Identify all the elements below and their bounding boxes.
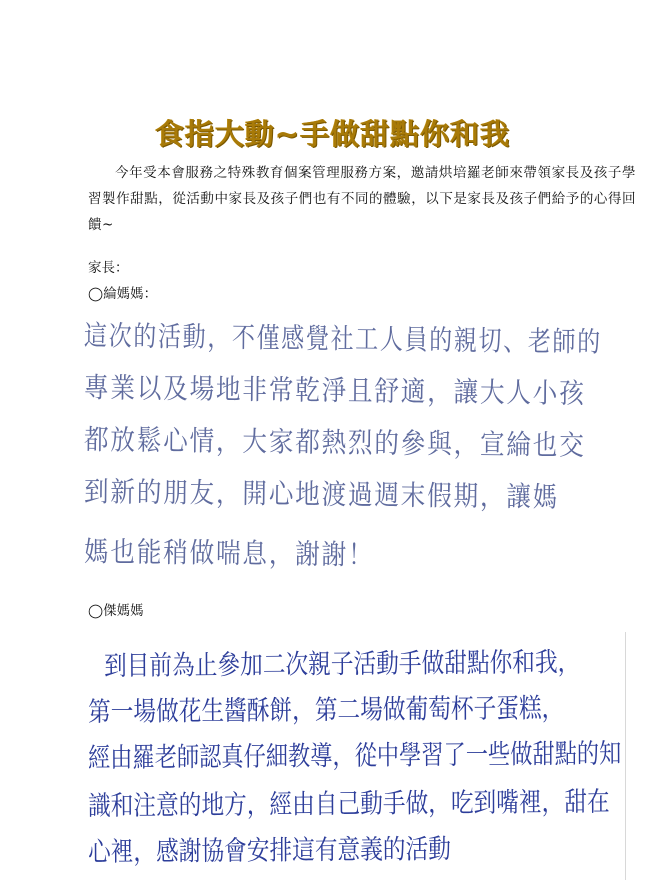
handwritten-line: 經由羅老師認真仔細教導，從中學習了一些做甜點的知 xyxy=(87,738,622,774)
handwritten-line: 專業以及場地非常乾淨且舒適，讓大人小孩 xyxy=(83,371,586,410)
handwritten-line: 都放鬆心情，大家都熱烈的參與，宣綸也交 xyxy=(83,423,586,462)
intro-paragraph: 今年受本會服務之特殊教育個案管理服務方案，邀請烘培羅老師來帶領家長及孩子學習製作甜點，從活動中家長及孩子們也有不同的體驗，以下是家長及孩子們給予的心得回饋~ xyxy=(88,165,636,233)
handwritten-line: 識和注意的地方，經由自己動手做，吃到嘴裡，甜在 xyxy=(87,786,610,822)
handwritten-line: 到新的朋友，開心地渡過週末假期，讓媽 xyxy=(83,475,560,514)
handwritten-line: 這次的活動，不僅感覺社工人員的親切、老師的 xyxy=(83,319,602,359)
parents-heading: 家長： xyxy=(88,260,129,276)
handwritten-line: 到目前為止參加二次親子活動手做甜點你和我， xyxy=(103,647,581,682)
handwritten-feedback-jie-mother xyxy=(88,632,626,880)
handwritten-feedback-lun-mother xyxy=(84,310,606,572)
handwritten-line: 媽也能稍做喘息，謝謝！ xyxy=(83,535,375,572)
handwritten-line: 心裡，感謝協會安排這有意義的活動 xyxy=(87,833,451,868)
handwritten-line: 第一場做花生醬酥餅，第二場做葡萄杯子蛋糕， xyxy=(87,693,565,728)
page-title: 食指大動~手做甜點你和我 xyxy=(154,117,511,151)
feedback-label-jie-mother: ◯傑媽媽 xyxy=(88,603,144,619)
feedback-label-lun-mother: ◯綸媽媽： xyxy=(88,286,158,302)
